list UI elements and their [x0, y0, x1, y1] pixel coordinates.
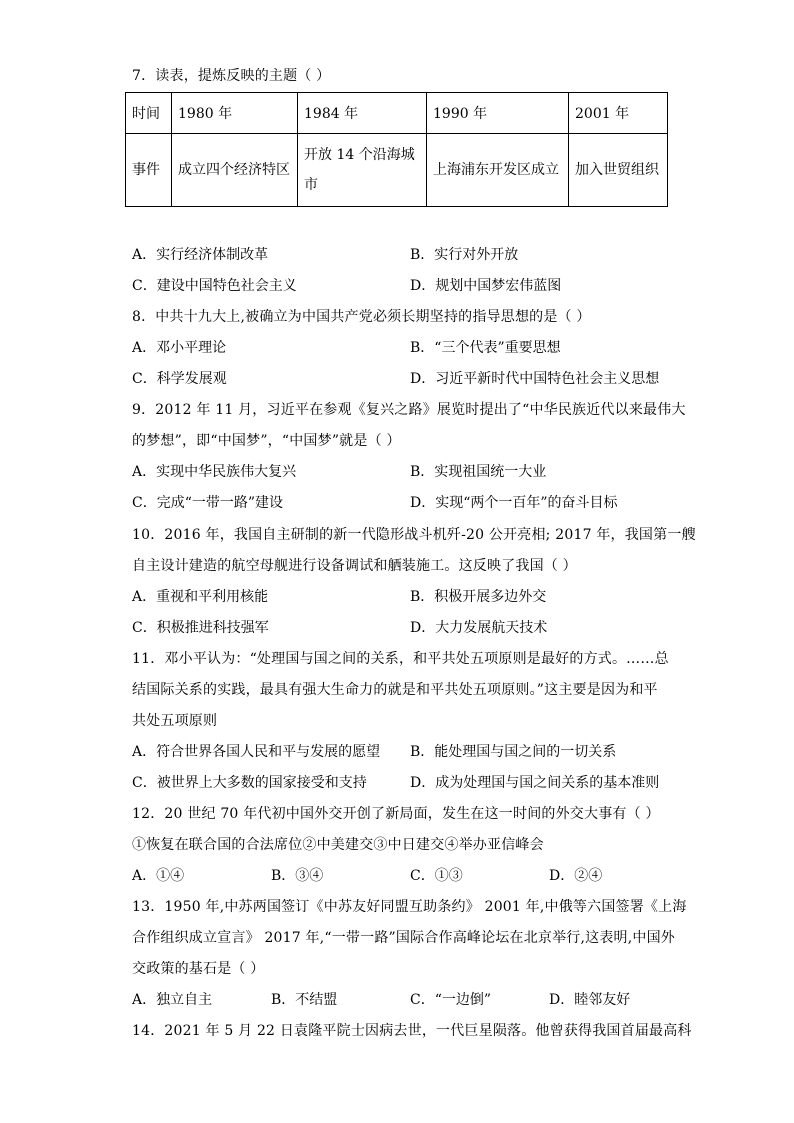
q11-option-c: C．被世界上大多数的国家接受和支持 [132, 775, 367, 791]
q9-stem-line: 的梦想”，即“中国梦”，“中国梦”就是（ ） [132, 433, 401, 449]
q11-option-d: D．成为处理国与国之间关系的基本准则 [410, 775, 660, 791]
table-row [126, 134, 668, 207]
q9-option-a: A．实现中华民族伟大复兴 [132, 464, 297, 480]
q12-option-b: B．③④ [271, 868, 324, 884]
q13-stem-line: 13．1950 年,中苏两国签订《中苏友好同盟互助条约》 2001 年,中俄等六国签署《上海 [132, 899, 687, 915]
q8-option-b: B．“三个代表”重要思想 [410, 340, 561, 356]
q11-stem-line: 11．邓小平认为：“处理国与国之间的关系，和平共处五项原则是最好的方式。……总 [132, 651, 669, 667]
q10-option-d: D．大力发展航天技术 [410, 620, 548, 636]
q13-stem-line: 合作组织成立宣言》 2017 年,“一带一路”国际合作高峰论坛在北京举行,这表明,中国外 [132, 930, 675, 946]
table-cell: 1990 年 [427, 93, 569, 134]
q9-option-b: B．实现祖国统一大业 [410, 464, 547, 480]
q12-option-d: D．②④ [549, 868, 603, 884]
q13-option-c: C．“一边倒” [410, 992, 492, 1008]
table-cell: 2001 年 [569, 93, 668, 134]
q11-option-b: B．能处理国与国之间的一切关系 [410, 744, 617, 760]
table-cell: 上海浦东开发区成立 [427, 134, 569, 207]
q7-option-b: B．实行对外开放 [410, 247, 519, 263]
q13-option-a: A．独立自主 [132, 992, 213, 1008]
q9-stem-line: 9．2012 年 11 月，习近平在参观《复兴之路》展览时提出了“中华民族近代以来最伟大 [132, 402, 686, 418]
q13-stem-line: 交政策的基石是（ ） [132, 961, 265, 977]
table-cell: 1984 年 [298, 93, 427, 134]
q14-stem: 14．2021 年 5 月 22 日袁隆平院士因病去世，一代巨星陨落。他曾获得我国首届最高科 [132, 1023, 692, 1039]
q12-stem: 12．20 世纪 70 年代初中国外交开创了新局面，发生在这一时间的外交大事有（ ） [132, 806, 660, 822]
q12-option-c: C．①③ [410, 868, 463, 884]
q11-stem-line: 结国际关系的实践，最具有强大生命力的就是和平共处五项原则。”这主要是因为和平 [132, 682, 658, 698]
table-cell: 事件 [126, 134, 172, 207]
table-cell: 开放 14 个沿海城市 [298, 134, 427, 207]
table-row [126, 93, 668, 134]
q8-option-d: D．习近平新时代中国特色社会主义思想 [410, 371, 660, 387]
q8-option-c: C．科学发展观 [132, 371, 227, 387]
q9-option-d: D．实现“两个一百年”的奋斗目标 [410, 495, 618, 511]
q12-items: ①恢复在联合国的合法席位②中美建交③中日建交④举办亚信峰会 [132, 837, 544, 853]
q10-stem-line: 10．2016 年，我国自主研制的新一代隐形战斗机歼-20 公开亮相; 2017 年，我国第一艘 [132, 527, 696, 543]
q11-stem-line: 共处五项原则 [132, 713, 218, 729]
table-cell: 成立四个经济特区 [172, 134, 298, 207]
q10-option-a: A．重视和平利用核能 [132, 589, 269, 605]
q7-option-d: D．规划中国梦宏伟蓝图 [410, 278, 562, 294]
q11-option-a: A．符合世界各国人民和平与发展的愿望 [132, 744, 381, 760]
q10-option-b: B．积极开展多边外交 [410, 589, 547, 605]
q13-option-b: B．不结盟 [271, 992, 338, 1008]
table-cell: 加入世贸组织 [569, 134, 668, 207]
q7-stem: 7．读表，提炼反映的主题（ ） [132, 68, 331, 84]
q13-option-d: D．睦邻友好 [549, 992, 631, 1008]
table-cell: 1980 年 [172, 93, 298, 134]
q8-option-a: A．邓小平理论 [132, 340, 227, 356]
q9-option-c: C．完成“一带一路”建设 [132, 495, 284, 511]
table-cell: 时间 [126, 93, 172, 134]
q10-stem-line: 自主设计建造的航空母舰进行设备调试和舾装施工。这反映了我国（ ） [132, 558, 577, 574]
q8-stem: 8．中共十九大上,被确立为中国共产党必须长期坚持的指导思想的是（ ） [132, 309, 591, 325]
q7-table [125, 92, 668, 207]
q7-option-c: C．建设中国特色社会主义 [132, 278, 297, 294]
q10-option-c: C．积极推进科技强军 [132, 620, 269, 636]
q7-option-a: A．实行经济体制改革 [132, 247, 269, 263]
q12-option-a: A．①④ [132, 868, 185, 884]
